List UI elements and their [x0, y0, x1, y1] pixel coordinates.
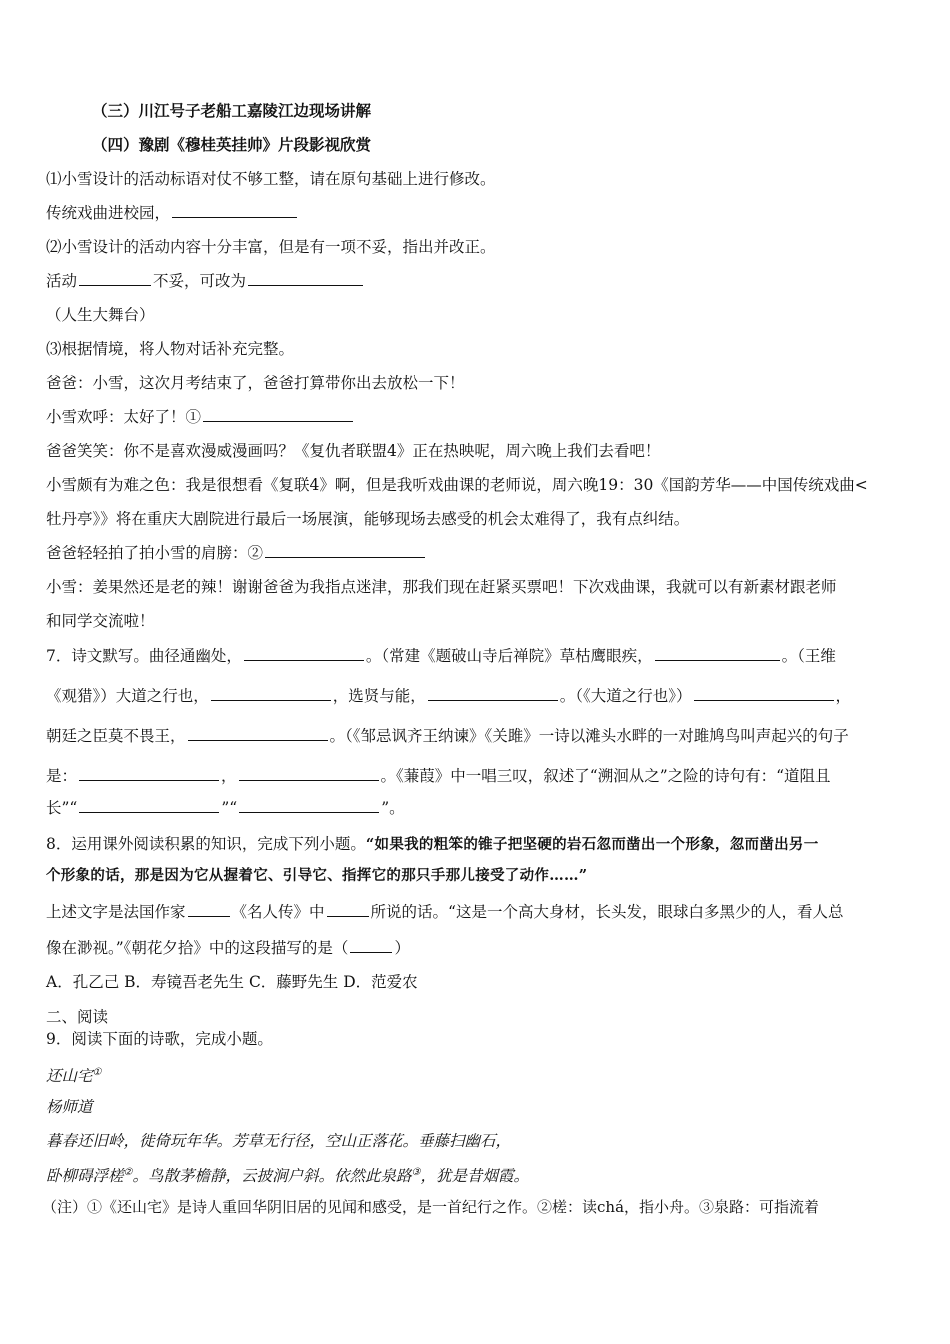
answer-blank[interactable] [211, 686, 331, 701]
poem-text: ，犹是昔烟霞。 [420, 1167, 529, 1186]
q7-text: 。（常建《题破山寺后禅院》草枯鹰眼疾， [365, 647, 653, 665]
question-2-answer-line [46, 271, 365, 291]
answer-blank[interactable] [239, 798, 379, 813]
dialogue-xue-1 [46, 407, 355, 427]
section-life-stage: （人生大舞台） [46, 306, 155, 324]
q7-text: 。《蒹葭》中一唱三叹，叙述了“溯洄从之”之险的诗句有：“道阻且 [380, 767, 831, 785]
q7-text: ， [221, 767, 237, 785]
q8-quote: “如果我的粗笨的锥子把坚硬的岩石忽而凿出一个形象，忽而凿出另一 [365, 836, 819, 853]
answer-blank[interactable] [79, 766, 219, 781]
answer-blank[interactable] [428, 686, 558, 701]
question-8-line-4 [46, 938, 410, 958]
q7-text: ”“ [221, 799, 238, 817]
question-8-line-2: 个形象的话，那是因为它从握着它、引导它、指挥它的那只手那儿接受了动作……” [46, 867, 588, 884]
q8-text: 《名人传》中 [231, 903, 325, 921]
question-7-line-2 [46, 686, 851, 706]
answer-blank[interactable] [188, 902, 230, 917]
q7-text: ，选贤与能， [332, 687, 426, 705]
q1-line-text: 传统戏曲进校园， [46, 204, 171, 222]
question-3-prompt: ⑶根据情境，将人物对话补充完整。 [46, 340, 295, 358]
answer-blank[interactable] [79, 798, 219, 813]
dialogue-dad-1: 爸爸：小雪，这次月考结束了，爸爸打算带你出去放松一下！ [46, 374, 465, 392]
answer-blank[interactable] [350, 938, 392, 953]
answer-blank[interactable] [248, 271, 363, 286]
activity-item-4: （四）豫剧《穆桂英挂帅》片段影视欣赏 [92, 135, 372, 154]
answer-blank[interactable] [203, 407, 353, 422]
answer-blank[interactable] [265, 543, 425, 558]
poem-title [46, 1063, 101, 1086]
q7-text: 。（《邹忌讽齐王纳谏》《关雎》一诗以滩头水畔的一对雎鸠鸟叫声起兴的句子 [329, 727, 849, 745]
poem-line-1: 暮春还旧岭，徙倚玩年华。芳草无行径，空山正落花。垂藤扫幽石， [46, 1132, 512, 1150]
question-1-answer-line [46, 203, 299, 223]
question-7-line-5 [46, 798, 405, 818]
question-2-prompt: ⑵小雪设计的活动内容十分丰富，但是有一项不妥，指出并改正。 [46, 238, 496, 256]
q7-text: 《观猎》）大道之行也， [46, 687, 209, 705]
activity-item-3: （三）川江号子老船工嘉陵江边现场讲解 [92, 101, 372, 120]
footnote-marker: ② [123, 1167, 133, 1178]
q7-text: 朝廷之臣莫不畏王， [46, 727, 186, 745]
answer-blank[interactable] [172, 203, 297, 218]
q8-text: 8．运用课外阅读积累的知识，完成下列小题。 [46, 835, 366, 853]
answer-blank[interactable] [188, 726, 328, 741]
question-7-line-1 [46, 646, 836, 666]
poem-text: 。鸟散茅檐静，云披涧户斜。依然此泉路 [132, 1167, 412, 1186]
poem-line-2 [46, 1163, 529, 1186]
q2-part1: 活动 [46, 272, 78, 290]
section-reading-heading: 二、阅读 [46, 1008, 109, 1026]
dialogue-dad-2: 爸爸笑笑：你不是喜欢漫威漫画吗？《复仇者联盟4》正在热映呢，周六晚上我们去看吧！ [46, 442, 661, 460]
dialogue-xue-2a: 小雪颇有为难之色：我是很想看《复联4》啊，但是我听戏曲课的老师说，周六晚19：30《国韵芳华——中国传统戏曲< [46, 476, 868, 494]
question-8-options: A．孔乙己 B．寿镜吾老先生 C．藤野先生 D．范爱农 [46, 973, 418, 991]
dialogue-dad-3 [46, 543, 427, 563]
q7-text: 是： [46, 767, 78, 785]
answer-blank[interactable] [327, 902, 369, 917]
q7-text: 长”“ [46, 799, 78, 817]
answer-blank[interactable] [655, 646, 780, 661]
q2-part2: 不妥，可改为 [153, 272, 247, 290]
dialogue-xue-3b: 和同学交流啦！ [46, 612, 155, 630]
dad3-text: 爸爸轻轻拍了拍小雪的肩膀：② [46, 544, 264, 562]
xue1-text: 小雪欢呼：太好了！① [46, 408, 202, 426]
question-1-prompt: ⑴小雪设计的活动标语对仗不够工整，请在原句基础上进行修改。 [46, 170, 496, 188]
q8-text: 所说的话。“这是一个高大身材，长头发，眼球白多黑少的人，看人总 [370, 903, 844, 921]
q7-text: 7．诗文默写。曲径通幽处， [46, 647, 242, 665]
dialogue-xue-2b: 牡丹亭》》将在重庆大剧院进行最后一场展演，能够现场去感受的机会太难得了，我有点纠结。 [46, 510, 690, 528]
answer-blank[interactable] [239, 766, 379, 781]
q8-text: 像在渺视。”《朝花夕拾》中的这段描写的是（ [46, 939, 349, 957]
poem-title-text: 还山宅 [46, 1067, 93, 1086]
poem-text: 卧柳碍浮槎 [46, 1167, 124, 1186]
answer-blank[interactable] [244, 646, 364, 661]
question-8-line-1 [46, 834, 819, 855]
dialogue-xue-3a: 小雪：姜果然还是老的辣！谢谢爸爸为我指点迷津，那我们现在赶紧买票吧！下次戏曲课，我就可以有新素材跟老师 [46, 578, 837, 596]
question-9-prompt: 9．阅读下面的诗歌，完成小题。 [46, 1030, 273, 1048]
q8-text: ） [394, 939, 410, 957]
question-7-line-3 [46, 726, 849, 746]
question-8-line-3 [46, 902, 843, 922]
q7-text: ”。 [381, 799, 405, 817]
answer-blank[interactable] [694, 686, 834, 701]
q7-text: 。（王维 [781, 647, 836, 665]
poem-annotation: （注）①《还山宅》是诗人重回华阴旧居的见闻和感受，是一首纪行之作。②槎：读chá，指小舟。③泉路：可指流着 [42, 1198, 820, 1216]
q7-text: 。（《大道之行也》） [559, 687, 692, 705]
footnote-marker: ③ [411, 1167, 421, 1178]
poem-author: 杨师道 [46, 1098, 93, 1116]
question-7-line-4 [46, 766, 831, 786]
q7-text: ， [835, 687, 852, 705]
answer-blank[interactable] [79, 271, 151, 286]
q8-text: 上述文字是法国作家 [46, 903, 186, 921]
footnote-marker: ① [92, 1067, 102, 1078]
